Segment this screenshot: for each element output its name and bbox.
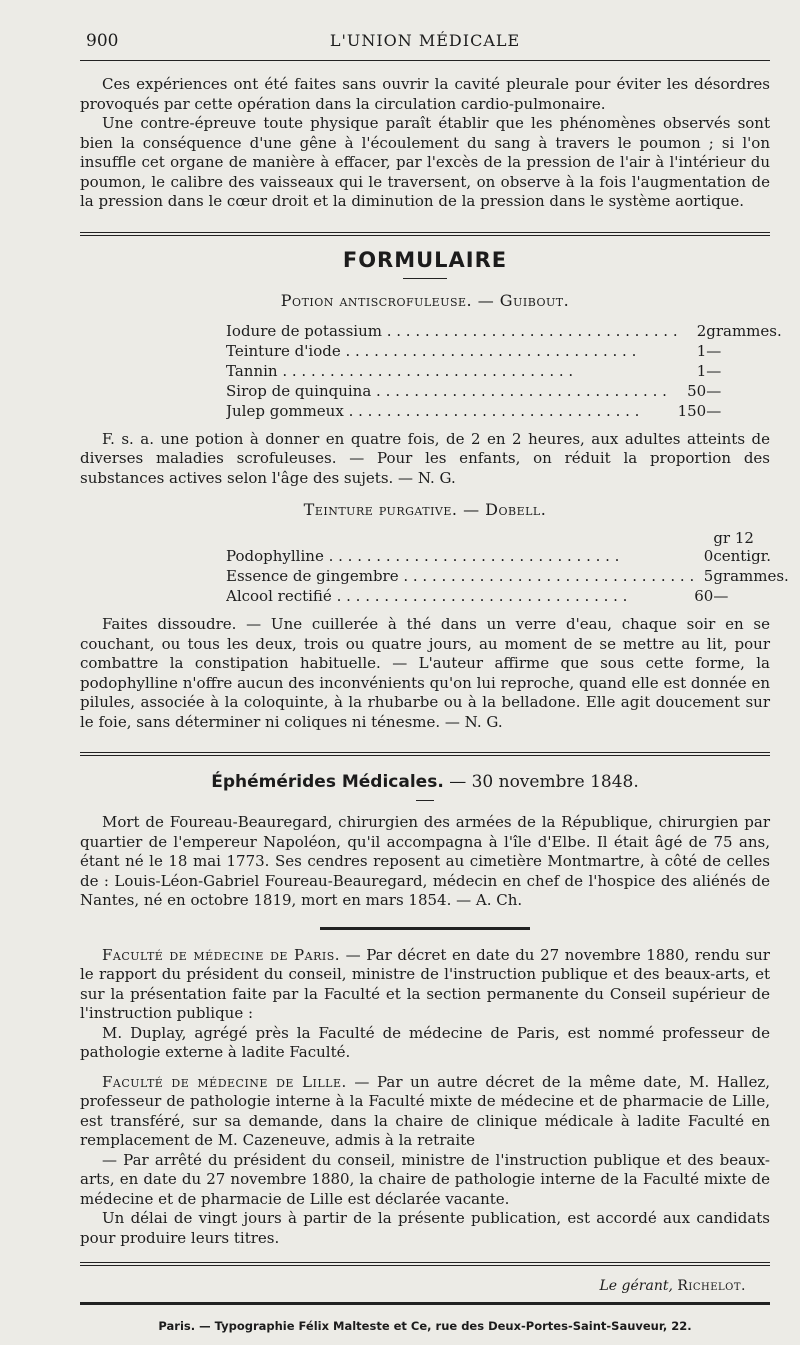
journal-page [80,20,789,1333]
news-paris [80,946,770,1024]
section-divider [80,752,770,756]
ingredient-unit: — [706,381,722,400]
signature [80,1278,746,1294]
intro-paragraph-1: Ces expériences ont été faites sans ouvrir la cavité pleurale pour éviter les désordres provoqués par cette opération dans la circulation cardio-pulmonaire. [80,75,770,113]
recipe-note-potion: F. s. a. une potion à donner en quatre fois, de 2 en 2 heures, aux adultes atteints de diverses maladies scrofuleuses. — Pour les enfants, on réduit la proportion des substances actives selon l'âge des sujets. — N. G. [80,429,770,487]
ingredient-name: Tannin . . . [226,360,678,380]
ingredient-name: Julep gommeux . . . [226,400,678,420]
ingredient-unit: gr 12 centigr. [713,529,771,565]
news-delai: Un délai de vingt jours à partir de la présente publication, est accordé aux candidats pour produire leurs titres. [80,1209,770,1247]
ingredient-qty: 0 [703,547,714,565]
ingredient-unit: — [706,341,722,360]
ingredient-name: Essence de gingembre . . . [226,565,694,585]
ingredient-row [226,585,789,605]
section-divider [80,232,770,236]
ingredient-unit: grammes. [706,321,782,340]
ephemerides-title: Éphémérides Médicales. [211,772,444,792]
news-paris-text: — Par décret en date du 27 novembre 1880, rendu sur le rapport du président du conseil, ministre de l'instruction publique et des beaux-arts, et sur la présentation faite par la Faculté et la section permanente du Conseil supérieur de l'instruction publique : [80,945,770,1022]
recipe-title-teinture: Teinture purgative. — Dobell. [303,500,547,519]
ingredient-qty: 1 [696,341,707,360]
ingredient-qty: 50 [687,381,707,400]
printer-imprint: Paris. — Typographie Félix Malteste et Ce, rue des Deux-Portes-Saint-Sauveur, 22. [158,1319,692,1333]
ingredient-name: Alcool rectifié . . . [226,585,694,605]
section-divider [80,1262,770,1266]
signature-label: Le gérant, [599,1278,673,1294]
recipe-title-potion: Potion antiscrofuleuse. — Guibout. [280,290,570,310]
news-arrete: — Par arrêté du président du conseil, ministre de l'instruction publique et des beaux-arts, en date du 27 novembre 1880, la chaire de pathologie interne de la Faculté mixte de médecine et de pharmacie de Lille est déclarée vacante. [80,1150,770,1208]
ingredient-qty: 60 [694,587,714,605]
ingredient-unit: — [706,361,722,380]
signature-name: Richelot. [677,1278,746,1294]
footer-rule [80,1302,770,1305]
ingredient-qty: 5 [703,567,714,585]
heading-underline [416,800,434,801]
ingredient-unit: — [713,587,729,605]
ephemerides-date: — 30 novembre 1848. [449,772,639,792]
ingredient-row [226,529,789,565]
ingredient-row [226,340,782,360]
running-title: L'UNION MÉDICALE [329,31,521,50]
news-lille-text: — Par un autre décret de la même date, M. Hallez, professeur de pathologie interne à la Faculté mixte de médecine et de pharmacie de Lille, est transféré, sur sa demande, dans la chaire de clinique médicale à ladite Faculté en remplacement de M. Cazeneuve, admis à la retraite [80,1072,770,1149]
news-lille [80,1073,770,1151]
ingredient-row [226,320,782,340]
ingredient-row [226,565,789,585]
news-duplay: M. Duplay, agrégé près la Faculté de médecine de Paris, est nommé professeur de pathologie externe à ladite Faculté. [80,1023,770,1061]
ingredient-qty: 2 [696,321,707,340]
ingredient-row [226,380,782,400]
page-number: 900 [86,31,119,51]
header-rule [80,60,770,61]
ingredient-name: Iodure de potassium . . . [226,320,678,340]
heading-underline [403,278,447,279]
news-section [80,946,770,1249]
intro-paragraph-2: Une contre-épreuve toute physique paraît établir que les phénomènes observés sont bien la conséquence d'une gêne à l'écoulement du sang à travers le poumon ; si l'on insuffle cet organe de manière à effacer, par l'excès de la pression de l'air à l'intérieur du poumon, le calibre des vaisseaux qui le traversent, on observe à la fois l'augmentation de la pression dans le cœur droit et la diminution de la pression dans le système aortique. [80,114,770,210]
formulaire-heading: FORMULAIRE [342,247,508,272]
ingredient-unit: — [706,401,722,420]
news-paris-heading: Faculté de médecine de Paris. [102,945,341,964]
ephemerides-heading [80,772,770,792]
center-divider [320,927,530,930]
ephemerides-text: Mort de Foureau-Beauregard, chirurgien des armées de la République, chirurgien par quartier de l'empereur Napoléon, qu'il accompagna à l'île d'Elbe. Il était âgé de 75 ans, étant né le 18 mai 1773. Ses cendres reposent au cimetière Montmartre, à côté de celles de : Louis-Léon-Gabriel Foureau-Beauregard, médecin en chef de l'hospice des aliénés de Nantes, né en octobre 1819, mort en mars 1854. — A. Ch. [80,813,770,909]
ingredient-row [226,360,782,380]
ingredient-name: Podophylline . . . [226,529,694,565]
news-lille-heading: Faculté de médecine de Lille. [102,1072,347,1091]
ingredient-row [226,400,782,420]
recipe-table-teinture [226,529,789,605]
ingredient-qty: 150 [677,401,707,420]
ingredient-qty: 1 [696,361,707,380]
ingredient-unit: grammes. [713,567,789,585]
ingredient-name: Teinture d'iode . . . [226,340,678,360]
recipe-note-teinture: Faites dissoudre. — Une cuillerée à thé dans un verre d'eau, chaque soir en se couchant, ou tous les deux, trois ou quatre jours, au moment de se mettre au lit, pour combattre la constipation habituelle. — L'auteur affirme que sous cette forme, la podophylline n'offre aucun des inconvénients qu'on lui reproche, quand elle est donnée en pilules, associée à la coloquinte, à la rhubarbe ou à la belladone. Elle agit doucement sur le foie, sans déterminer ni coliques ni ténesme. — N. G. [80,615,770,731]
ingredient-name: Sirop de quinquina . . . [226,380,678,400]
intro-section [80,75,770,212]
page-header [80,20,770,60]
recipe-table-potion [226,320,782,420]
